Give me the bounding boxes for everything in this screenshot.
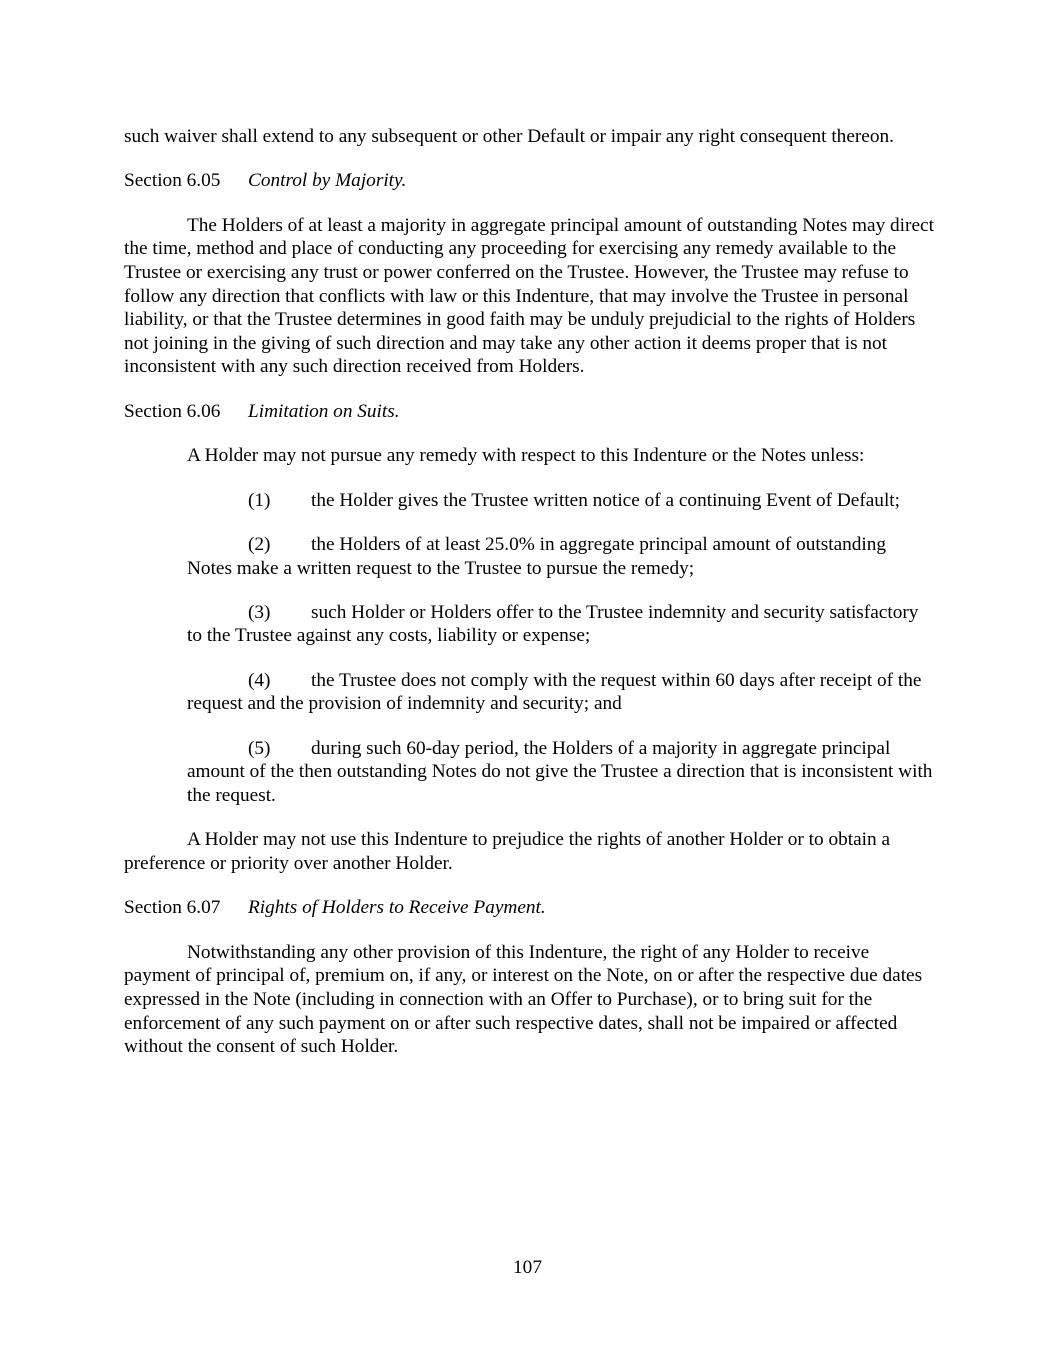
continuation-paragraph: such waiver shall extend to any subsequent or other Default or impair any right consequent thereon. [124,126,894,147]
section-body-6-07: Notwithstanding any other provision of this Indenture, the right of any Holder to receive payment of principal of, premium on, if any, or interest on the Note, on or after the respective due dates expressed in the Note (including in connection with an Offer to Purchase), or to bring suit for the enforcement of any such payment on or after such respective dates, shall not be impaired or affected without the consent of such Holder. [124,941,923,1058]
section-heading-6-07 [124,896,934,920]
section-body-6-05: The Holders of at least a majority in aggregate principal amount of outstanding Notes may direct the time, method and place of conducting any proceeding for exercising any remedy available to the Trustee or exercising any trust or power conferred on the Trustee. However, the Trustee may refuse to follow any direction that conflicts with law or this Indenture, that may involve the Trustee in personal liability, or that the Trustee determines in good faith may be unduly prejudicial to the rights of Holders not joining in the giving of such direction and may take any other action it deems proper that is not inconsistent with any such direction received from Holders. [124,214,934,378]
list-item-text: the Holder gives the Trustee written notice of a continuing Event of Default; [311,489,901,511]
list-item-text: the Holders of at least 25.0% in aggregate principal amount of outstanding Notes make a written request to the Trustee to pursue the remedy; [187,533,887,579]
section-heading-6-05 [124,169,934,193]
section-closing-6-06: A Holder may not use this Indenture to prejudice the rights of another Holder or to obtain a preference or priority over another Holder. [124,829,891,875]
section-title: Control by Majority. [248,170,407,192]
list-item-5 [187,737,934,808]
section-number: Section 6.07 [124,897,221,919]
list-item-text: the Trustee does not comply with the request within 60 days after receipt of the request and the provision of indemnity and security; and [187,669,922,715]
list-item-2 [187,533,934,580]
list-item-text: during such 60-day period, the Holders of a majority in aggregate principal amount of the then outstanding Notes do not give the Trustee a direction that is inconsistent with the request. [187,737,933,807]
list-item-1 [187,489,934,513]
list-item-number: (4) [248,669,271,691]
section-heading-6-06 [124,400,934,424]
list-item-number: (1) [248,489,271,511]
section-number: Section 6.06 [124,400,221,422]
list-item-3 [187,601,934,648]
list-item-text: such Holder or Holders offer to the Trustee indemnity and security satisfactory to the Trustee against any costs, liability or expense; [187,601,919,647]
section-number: Section 6.05 [124,170,221,192]
section-intro-6-06: A Holder may not pursue any remedy with respect to this Indenture or the Notes unless: [187,445,865,467]
page-number: 107 [513,1257,542,1278]
document-page [124,125,934,1080]
list-item-number: (5) [248,737,271,759]
list-item-number: (2) [248,533,271,555]
section-title: Rights of Holders to Receive Payment. [248,897,546,919]
list-item-4 [187,669,934,716]
section-title: Limitation on Suits. [248,400,400,422]
list-item-number: (3) [248,601,271,623]
